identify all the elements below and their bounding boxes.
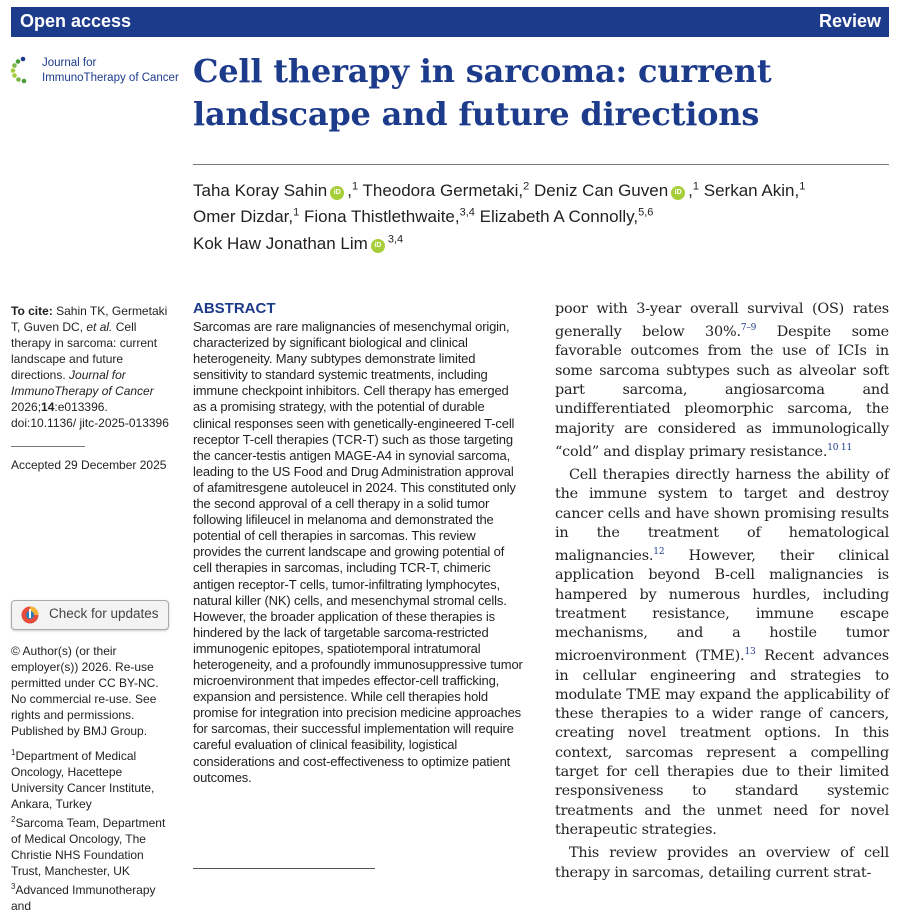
author-list <box>193 175 893 255</box>
author-affiliation: 3,4 <box>459 206 475 219</box>
citation-text: Sahin TK, Germetaki T, Guven DC, <box>11 304 168 334</box>
check-for-updates-button[interactable] <box>11 600 169 630</box>
citation <box>11 303 176 431</box>
citation-label: To cite: <box>11 304 53 318</box>
affiliation-item <box>11 812 171 879</box>
orcid-icon[interactable]: iD <box>371 239 385 253</box>
sidebar-divider <box>11 446 85 447</box>
author-name[interactable]: Serkan Akin <box>703 180 795 200</box>
article-title: Cell therapy in sarcoma: current landscape and future directions <box>193 52 772 133</box>
body-paragraph <box>555 466 889 840</box>
affiliation-text: Advanced Immunotherapy and <box>11 883 156 913</box>
orcid-icon[interactable]: iD <box>330 186 344 200</box>
author-name[interactable]: Kok Haw Jonathan Lim <box>193 233 368 253</box>
author-affiliation: 1 <box>692 180 700 192</box>
body-text: Cell therapies directly harness the ability of the immune system to target and destroy cancer cells and have shown promising results in the treatment of hematological malignancies. <box>555 466 889 564</box>
reference-link[interactable]: 13 <box>744 647 756 658</box>
author-name[interactable]: Fiona Thistlethwaite <box>304 207 455 227</box>
abstract-heading: ABSTRACT <box>193 300 276 317</box>
body-text: This review provides an overview of cell therapy in sarcomas, detailing current strat- <box>555 845 889 881</box>
open-access-banner <box>11 7 889 37</box>
author-name[interactable]: Taha Koray Sahin <box>193 180 328 200</box>
check-for-updates-label: Check for updates <box>49 606 159 621</box>
affiliation-number: 3 <box>11 882 16 891</box>
author-name[interactable]: Omer Dizdar <box>193 207 289 227</box>
affiliations <box>11 745 171 914</box>
author-affiliation: 5,6 <box>638 206 654 219</box>
abstract-section <box>193 299 523 786</box>
body-text: Despite some favorable outcomes from the use of ICIs in some sarcoma subtypes such as alveolar soft part sarcoma, angiosarcoma and undifferentiated pleomorphic sarcoma, the majority are considered as immunologically “cold” and display primary resistance. <box>555 324 889 460</box>
journal-logo-line2: ImmunoTherapy of Cancer <box>42 72 179 84</box>
orcid-icon[interactable]: iD <box>671 186 685 200</box>
affiliation-number: 2 <box>11 815 16 824</box>
body-text: Recent advances in cellular engineering and strategies to modulate TME may expand the applicability of these therapies to a wider range of cancers, creating novel treatment options. In this context, sarcomas represent a compelling target for cell therapies due to their limited responsiveness to standard systemic treatments and the unmet need for novel therapeutic strategies. <box>555 648 889 838</box>
accepted-date: Accepted 29 December 2025 <box>11 458 167 472</box>
citation-journal: Journal for ImmunoTherapy of Cancer <box>11 368 154 398</box>
affiliation-item <box>11 745 171 812</box>
journal-logo-line1: Journal for <box>42 57 97 69</box>
author-affiliation: 3,4 <box>387 233 404 246</box>
author[interactable]: Omer Dizdar,$^1$ <box>193 206 300 227</box>
citation-et-al: et al. <box>86 320 113 334</box>
body-paragraph <box>555 844 889 883</box>
author-name[interactable]: Deniz Can Guven <box>533 180 669 200</box>
affiliation-number: 1 <box>11 748 16 757</box>
crossmark-icon <box>20 606 40 624</box>
title-divider <box>193 164 889 165</box>
author[interactable]: Elizabeth A Connolly,$^{5,6}$ <box>479 206 654 227</box>
citation-title: Cell therapy in sarcoma: current landscape and future directions. <box>11 320 158 382</box>
author[interactable]: Fiona Thistlethwaite,$^{3,4}$ <box>304 206 475 227</box>
author-name[interactable]: Theodora Germetaki <box>362 180 519 200</box>
journal-logo-icon <box>10 55 38 85</box>
affiliation-text: Department of Medical Oncology, Hacettepe University Cancer Institute, Ankara, Turkey <box>11 749 155 811</box>
body-text: However, their clinical application beyond B-cell malignancies is hampered by numerous hurdles, including treatment resistance, immune escape mechanisms, and a hostile tumor microenvironment (TME). <box>555 547 889 665</box>
body-text-column <box>555 300 889 887</box>
author[interactable]: Taha Koray Sahin iD ,$^1$ <box>193 180 359 200</box>
copyright-notice: © Author(s) (or their employer(s)) 2026. Re-use permitted under CC BY-NC. No commercial re-use. See rights and permissions. Published by BMJ Group. <box>11 644 159 738</box>
reference-link[interactable]: 10 11 <box>827 442 852 453</box>
author[interactable]: Theodora Germetaki,$^2$ <box>362 180 530 200</box>
reference-link[interactable]: 12 <box>653 547 665 558</box>
author-affiliation: 1 <box>799 180 806 192</box>
abstract-footnote-divider <box>193 868 375 869</box>
article-type-label: Review <box>818 11 881 31</box>
author[interactable]: Deniz Can Guven iD ,$^1$ <box>533 180 700 200</box>
body-text: poor with 3-year overall survival (OS) rates generally below 30%. <box>555 301 889 341</box>
citation-doi[interactable]: :e013396. doi:10.1136/ jitc-2025-013396 <box>11 400 169 430</box>
author[interactable]: Serkan Akin,$^1$ <box>703 180 806 200</box>
open-access-label: Open access <box>20 11 132 31</box>
citation-sidebar <box>11 303 176 473</box>
author[interactable] <box>193 234 403 253</box>
author-affiliation: 1 <box>351 180 359 192</box>
citation-volume: 14 <box>41 400 55 414</box>
body-paragraph <box>555 300 889 462</box>
author-name[interactable]: Elizabeth A Connolly <box>479 207 634 227</box>
journal-logo[interactable] <box>10 55 180 95</box>
abstract-text: Sarcomas are rare malignancies of mesenchymal origin, characterized by significant biological and clinical heterogeneity. Many subtypes demonstrate limited sensitivity to standard systemic treatments, including immune checkpoint inhibitors. Cell therapy has emerged as a promising strategy, with the potential of durable clinical responses seen with genetically-engineered T-cell receptor T-cell therapies (TCR-T) such as those targeting the cancer-testis antigen MAGE-A4 in synovial sarcoma, leading to the US Food and Drug Administration approval of afamitresgene autoleucel in 2024. This constituted only the second approval of a cell therapy in a solid tumor following lifileucel in melanoma and demonstrated the potential of cell therapies in sarcomas. This review provides the current landscape and growing potential of cell therapies in sarcomas, including TCR-T, chimeric antigen receptor-T cells, tumor-infiltrating lymphocytes, natural killer (NK) cells, and mesenchymal stromal cells. However, the broader application of these therapies is hindered by the lack of targetable sarcoma-restricted immunogenic epitopes, spatiotemporal intratumoral heterogeneity, and a profoundly immunosuppressive tumor microenvironment that impedes effector-cell trafficking, expansion and persistence. While cell therapies hold promise for integration into precision medicine approaches for sarcomas, their successful implementation will require careful evaluation of clinical feasibility, logistical considerations and cost-effectiveness to optimize patient outcomes. <box>193 319 523 785</box>
author-affiliation: 1 <box>293 206 300 219</box>
citation-year: 2026; <box>11 400 42 414</box>
affiliation-text: Sarcoma Team, Department of Medical Oncology, The Christie NHS Foundation Trust, Manchester, UK <box>11 816 166 878</box>
affiliation-item <box>11 879 171 914</box>
author-affiliation: 2 <box>523 180 530 192</box>
reference-link[interactable]: 7–9 <box>740 323 757 334</box>
